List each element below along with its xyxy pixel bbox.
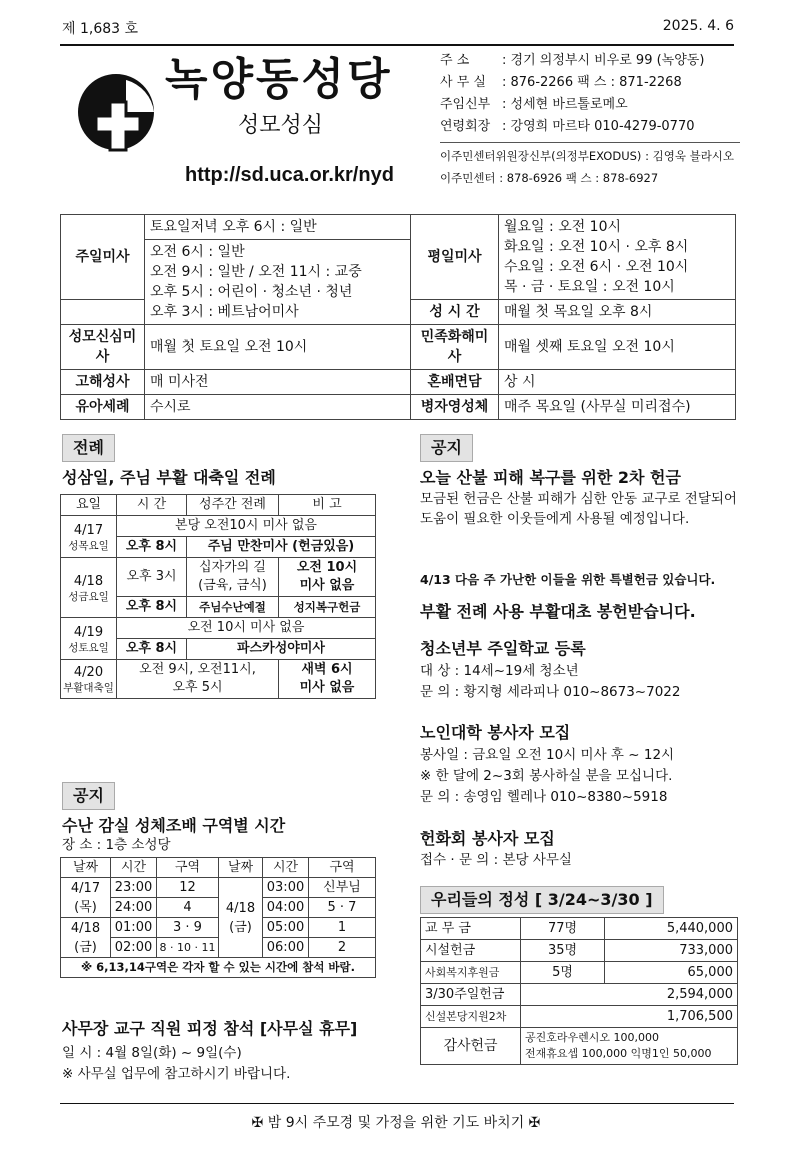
ado-time: 05:00	[263, 918, 309, 938]
offering-label: 사회복지후원금	[421, 962, 521, 984]
row-419-time: 오후 8시	[117, 639, 187, 660]
weekday-mass-label: 평일미사	[411, 215, 499, 300]
ado-col-date2: 날짜	[219, 858, 263, 878]
offering-row	[421, 918, 738, 940]
liturgy-badge: 전례	[62, 434, 115, 462]
baptism-time: 수시로	[145, 395, 411, 420]
row-417-desc: 주님 만찬미사 (헌금있음)	[187, 537, 376, 558]
confession-label: 고해성사	[61, 370, 145, 395]
info-migrant-priest: 이주민센터위원장신부(의정부EXODUS) : 김영욱 블라시오	[440, 142, 740, 167]
col-day: 요일	[61, 495, 117, 516]
ado-time: 24:00	[111, 898, 157, 918]
flower-volunteer-contact: 접수 · 문 의 : 본당 사무실	[420, 852, 572, 868]
parish-info	[440, 50, 740, 189]
issue-date: 2025. 4. 6	[662, 18, 734, 34]
row-418b-note: 성지복구헌금	[279, 597, 376, 618]
marriage-time: 상 시	[499, 370, 736, 395]
notice-badge-right: 공지	[420, 434, 473, 462]
sunday-mass-times: 오전 6시 : 일반 오전 9시 : 일반 / 오전 11시 : 교중 오후 5시 : 어린이 · 청소년 · 청년 오후 3시 : 베트남어미사	[145, 240, 411, 325]
day-420: 4/20 부활대축일	[61, 660, 117, 699]
wildfire-heading: 오늘 산불 피해 복구를 위한 2차 헌금	[420, 468, 681, 487]
col-time: 시 간	[117, 495, 187, 516]
col-liturgy: 성주간 전례	[187, 495, 279, 516]
youth-contact: 문 의 : 황지형 세라피나 010~8673~7022	[420, 684, 681, 700]
ado-col-time: 시간	[111, 858, 157, 878]
ado-col-zone2: 구역	[309, 858, 376, 878]
offering-row	[421, 940, 738, 962]
parish-subtitle: 성모성심	[238, 113, 324, 138]
offering-label: 교 무 금	[421, 918, 521, 940]
row-418b-time: 오후 8시	[117, 597, 187, 618]
offering-amount: 5,440,000	[605, 918, 738, 940]
ado-zone: 3 · 9	[157, 918, 219, 938]
ado-col-time2: 시간	[263, 858, 309, 878]
ado-time: 03:00	[263, 878, 309, 898]
holy-hour-time: 매월 첫 목요일 오후 8시	[499, 300, 736, 325]
marriage-label: 혼배면담	[411, 370, 499, 395]
ado-note: ※ 6,13,14구역은 각자 할 수 있는 시간에 참석 바람.	[61, 958, 376, 978]
sick-communion-label: 병자영성체	[411, 395, 499, 420]
adoration-table	[60, 857, 376, 978]
ado-time: 04:00	[263, 898, 309, 918]
mass-schedule-table	[60, 214, 736, 420]
liturgy-heading: 성삼일, 주님 부활 대축일 전례	[62, 468, 276, 487]
day-419: 4/19 성토요일	[61, 618, 117, 660]
senior-volunteer-heading: 노인대학 봉사자 모집	[420, 723, 571, 742]
row-417-time: 오후 8시	[117, 537, 187, 558]
office-closed-note: ※ 사무실 업무에 참고하시기 바랍니다.	[62, 1066, 291, 1082]
row-420-note: 새벽 6시 미사 없음	[279, 660, 376, 699]
offering-amount: 2,594,000	[521, 984, 738, 1006]
offering-count: 35명	[521, 940, 605, 962]
row-420-time: 오전 9시, 오전11시, 오후 5시	[117, 660, 279, 699]
ado-zone: 12	[157, 878, 219, 898]
ado-time: 06:00	[263, 938, 309, 958]
info-pastor: 주임신부 : 성세현 바르톨로메오	[440, 97, 628, 112]
ado-time: 23:00	[111, 878, 157, 898]
office-closed-heading: 사무장 교구 직원 피정 참석 [사무실 휴무]	[62, 1019, 358, 1038]
info-funeral-chair: 연령회장 : 강영희 마르타 010-4279-0770	[440, 119, 695, 134]
thanks-offerings: 공진호라우렌시오 100,000 전재휴요셉 100,000 익명1인 50,000	[521, 1028, 738, 1065]
wildfire-body: 모금된 헌금은 산불 피해가 심한 안동 교구로 전달되어 도움이 필요한 이웃들에게 사용될 예정입니다.	[420, 491, 737, 527]
senior-volunteer-day: 봉사일 : 금요일 오전 10시 미사 후 ~ 12시	[420, 747, 675, 763]
ado-zone: 신부님	[309, 878, 376, 898]
ethnic-mass-label: 민족화해미사	[411, 325, 499, 370]
ado-time: 02:00	[111, 938, 157, 958]
ado-zone: 8 · 10 · 11	[157, 938, 219, 958]
ado-zone: 1	[309, 918, 376, 938]
offering-amount: 733,000	[605, 940, 738, 962]
offering-count: 5명	[521, 962, 605, 984]
offering-row	[421, 1006, 738, 1028]
sunday-mass-label: 주일미사	[61, 215, 145, 300]
office-closed-dates: 일 시 : 4월 8일(화) ~ 9일(수)	[62, 1045, 242, 1061]
ado-date-417: 4/17 (목)	[61, 878, 111, 918]
offering-label: 감사헌금	[421, 1028, 521, 1065]
info-migrant-center: 이주민센터 : 878-6926 팩 스 : 878-6927	[440, 171, 659, 185]
adoration-place: 장 소 : 1층 소성당	[62, 837, 171, 853]
footer-prayer: ✠ 밤 9시 주모경 및 가정을 위한 기도 바치기 ✠	[251, 1115, 541, 1131]
adoration-heading: 수난 감실 성체조배 구역별 시간	[62, 816, 286, 835]
offering-count: 77명	[521, 918, 605, 940]
ethnic-mass-time: 매월 셋째 토요일 오전 10시	[499, 325, 736, 370]
row-419-desc: 파스카성야미사	[187, 639, 376, 660]
ado-col-date: 날짜	[61, 858, 111, 878]
row-418b-desc: 주님수난예절	[187, 597, 279, 618]
parish-title: 녹양동성당	[165, 54, 393, 105]
immaculate-mass-time: 매월 첫 토요일 오전 10시	[145, 325, 411, 370]
ado-date-418: 4/18 (금)	[61, 918, 111, 958]
easter-liturgy-table	[60, 494, 376, 699]
offering-label: 3/30주일헌금	[421, 984, 521, 1006]
ado-date-418b: 4/18 (금)	[219, 878, 263, 958]
ado-zone: 2	[309, 938, 376, 958]
row-418a-desc: 십자가의 길 (금육, 금식)	[187, 558, 279, 597]
offering-label: 신설본당지원2차	[421, 1006, 521, 1028]
baptism-label: 유아세례	[61, 395, 145, 420]
parish-url[interactable]: http://sd.uca.or.kr/nyd	[185, 164, 394, 186]
offering-row	[421, 1028, 738, 1065]
special-collection-notice: 4/13 다음 주 가난한 이들을 위한 특별헌금 있습니다.	[420, 572, 716, 587]
ado-col-zone: 구역	[157, 858, 219, 878]
youth-target: 대 상 : 14세~19세 청소년	[420, 663, 579, 679]
notice-badge-left: 공지	[62, 782, 115, 810]
immaculate-mass-label: 성모신심미사	[61, 325, 145, 370]
youth-heading: 청소년부 주일학교 등록	[420, 639, 586, 658]
easter-candle-notice: 부활 전례 사용 부활대초 봉헌받습니다.	[420, 602, 696, 621]
confession-time: 매 미사전	[145, 370, 411, 395]
info-address: 주 소 : 경기 의정부시 비우로 99 (녹양동)	[440, 53, 705, 68]
offering-table	[420, 917, 738, 1065]
bottom-divider	[60, 1103, 734, 1104]
flower-volunteer-heading: 헌화회 봉사자 모집	[420, 829, 555, 848]
issue-number: 제 1,683 호	[62, 21, 139, 37]
sick-communion-time: 매주 목요일 (사무실 미리접수)	[499, 395, 736, 420]
row-419-note: 오전 10시 미사 없음	[117, 618, 376, 639]
row-418a-note: 오전 10시 미사 없음	[279, 558, 376, 597]
offering-amount: 65,000	[605, 962, 738, 984]
senior-volunteer-contact: 문 의 : 송영임 헬레나 010~8380~5918	[420, 789, 668, 805]
senior-volunteer-note: ※ 한 달에 2~3회 봉사하실 분을 모십니다.	[420, 768, 673, 784]
top-divider	[60, 44, 734, 46]
ado-zone: 4	[157, 898, 219, 918]
offering-badge: 우리들의 정성 [ 3/24~3/30 ]	[420, 886, 664, 914]
info-office: 사 무 실 : 876-2266 팩 스 : 871-2268	[440, 75, 682, 90]
sunday-sat-mass: 토요일저녁 오후 6시 : 일반	[145, 215, 411, 240]
offering-amount: 1,706,500	[521, 1006, 738, 1028]
day-417: 4/17 성목요일	[61, 516, 117, 558]
offering-row	[421, 962, 738, 984]
row-417-note: 본당 오전10시 미사 없음	[117, 516, 376, 537]
offering-row	[421, 984, 738, 1006]
church-logo	[70, 72, 170, 152]
weekday-mass-times: 월요일 : 오전 10시 화요일 : 오전 10시 · 오후 8시 수요일 : 오전 6시 · 오전 10시 목 · 금 · 토요일 : 오전 10시	[499, 215, 736, 300]
holy-hour-label: 성 시 간	[411, 300, 499, 325]
col-note: 비 고	[279, 495, 376, 516]
day-418: 4/18 성금요일	[61, 558, 117, 618]
ado-zone: 5 · 7	[309, 898, 376, 918]
row-418a-time: 오후 3시	[117, 558, 187, 597]
offering-label: 시설헌금	[421, 940, 521, 962]
ado-time: 01:00	[111, 918, 157, 938]
